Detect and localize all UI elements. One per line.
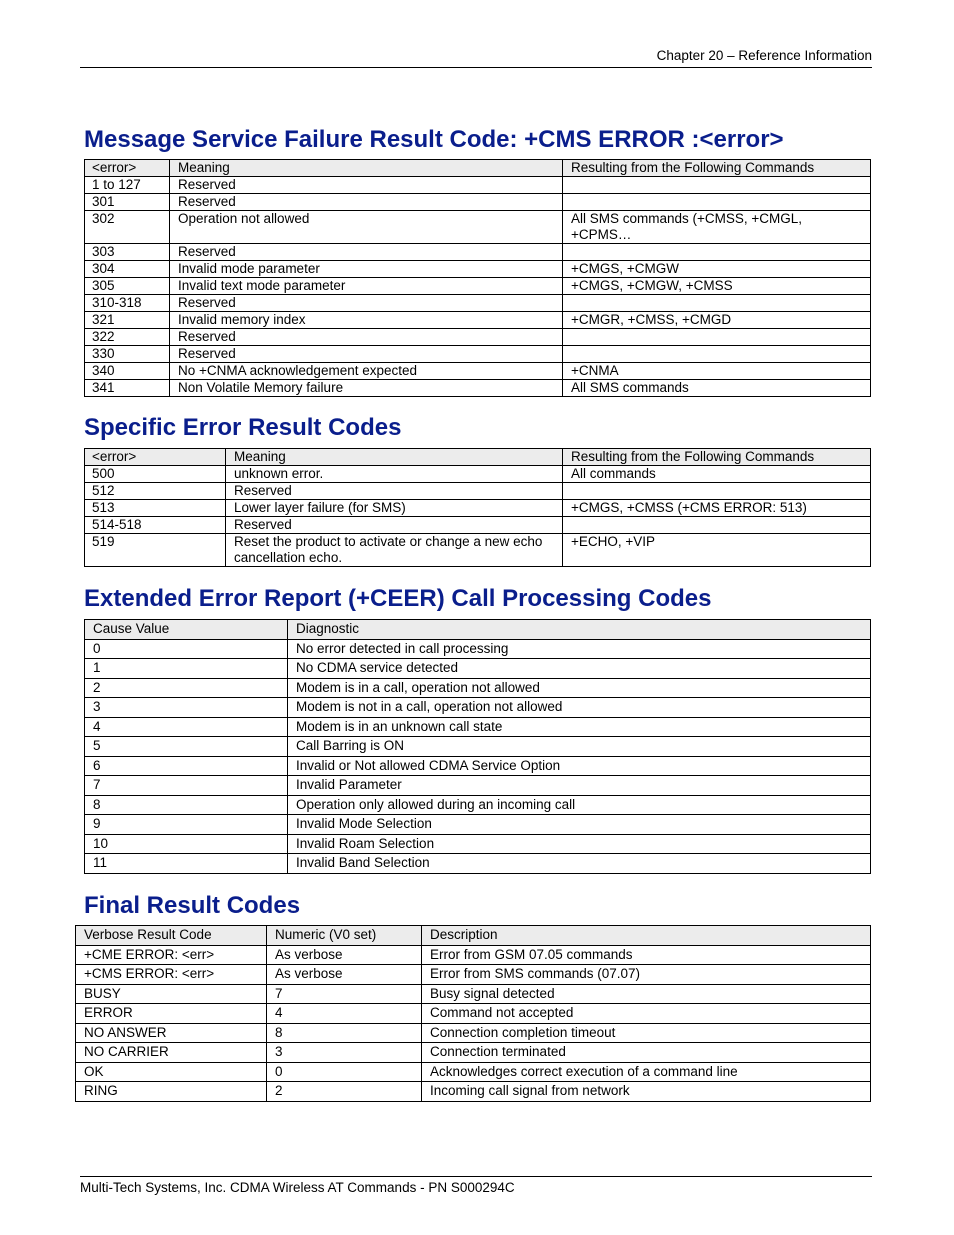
table-cell: ERROR	[76, 1004, 267, 1024]
table-row	[85, 295, 871, 312]
ceer-table	[84, 619, 871, 874]
table-cell: Incoming call signal from network	[422, 1082, 871, 1102]
table-cell: No +CNMA acknowledgement expected	[170, 363, 563, 380]
table-header-row	[85, 160, 871, 177]
table-row	[76, 984, 871, 1004]
table-cell: Reserved	[170, 295, 563, 312]
table-cell: Invalid text mode parameter	[170, 278, 563, 295]
table-cell: 514-518	[85, 517, 226, 534]
running-header: Chapter 20 – Reference Information	[80, 47, 872, 68]
table-cell: 330	[85, 346, 170, 363]
table-cell: Error from GSM 07.05 commands	[422, 945, 871, 965]
table-cell: 1	[85, 659, 288, 679]
table-cell: Reserved	[170, 244, 563, 261]
table-cell: NO ANSWER	[76, 1023, 267, 1043]
table-cell: Busy signal detected	[422, 984, 871, 1004]
table-row	[76, 1082, 871, 1102]
table-cell: Reset the product to activate or change a new echo cancellation echo.	[226, 534, 563, 567]
table-row	[85, 756, 871, 776]
table-cell: 3	[85, 698, 288, 718]
table-cell: 10	[85, 834, 288, 854]
table-row	[76, 1004, 871, 1024]
table-cell: 9	[85, 815, 288, 835]
table-cell: 1 to 127	[85, 177, 170, 194]
table-row	[85, 834, 871, 854]
table-row	[85, 659, 871, 679]
table-cell: +ECHO, +VIP	[563, 534, 871, 567]
table-cell: +CMGR, +CMSS, +CMGD	[563, 312, 871, 329]
table-cell: 519	[85, 534, 226, 567]
column-header: Cause Value	[85, 620, 288, 640]
table-cell: 303	[85, 244, 170, 261]
table-row	[76, 1043, 871, 1063]
table-cell: 3	[267, 1043, 422, 1063]
table-row	[85, 194, 871, 211]
table-cell: Reserved	[170, 177, 563, 194]
table-cell: NO CARRIER	[76, 1043, 267, 1063]
table-cell: 6	[85, 756, 288, 776]
column-header: <error>	[85, 449, 226, 466]
table-cell: Acknowledges correct execution of a command line	[422, 1062, 871, 1082]
table-cell: 512	[85, 483, 226, 500]
table-cell: 302	[85, 211, 170, 244]
table-cell: 8	[85, 795, 288, 815]
table-cell: Non Volatile Memory failure	[170, 380, 563, 397]
table-cell: 500	[85, 466, 226, 483]
table-cell: 8	[267, 1023, 422, 1043]
table-cell: 513	[85, 500, 226, 517]
table-cell: Connection completion timeout	[422, 1023, 871, 1043]
table-cell: Reserved	[226, 483, 563, 500]
table-header-row	[85, 620, 871, 640]
table-cell: 305	[85, 278, 170, 295]
table-cell: Reserved	[170, 329, 563, 346]
column-header: Numeric (V0 set)	[267, 926, 422, 946]
table-cell: 341	[85, 380, 170, 397]
final-result-table	[75, 925, 871, 1102]
table-cell: +CME ERROR: <err>	[76, 945, 267, 965]
table-row	[76, 1062, 871, 1082]
section-title-ceer: Extended Error Report (+CEER) Call Processing Codes	[84, 585, 712, 612]
table-cell: 7	[267, 984, 422, 1004]
table-row	[76, 1023, 871, 1043]
table-row	[85, 466, 871, 483]
table-cell: unknown error.	[226, 466, 563, 483]
table-cell: 4	[85, 717, 288, 737]
specific-error-table	[84, 448, 871, 567]
table-cell: +CNMA	[563, 363, 871, 380]
table-header-row	[76, 926, 871, 946]
table-row	[85, 312, 871, 329]
table-cell: Command not accepted	[422, 1004, 871, 1024]
table-row	[85, 346, 871, 363]
table-row	[85, 534, 871, 567]
table-row	[85, 278, 871, 295]
table-row	[85, 500, 871, 517]
table-cell: Connection terminated	[422, 1043, 871, 1063]
table-row	[85, 483, 871, 500]
table-cell: 7	[85, 776, 288, 796]
table-cell: Modem is not in a call, operation not allowed	[288, 698, 871, 718]
table-cell: +CMGS, +CMGW, +CMSS	[563, 278, 871, 295]
table-cell: 304	[85, 261, 170, 278]
table-cell	[563, 244, 871, 261]
table-cell: 2	[267, 1082, 422, 1102]
table-row	[85, 261, 871, 278]
table-cell: 2	[85, 678, 288, 698]
table-cell: 11	[85, 854, 288, 874]
table-row	[85, 329, 871, 346]
table-cell: All commands	[563, 466, 871, 483]
table-cell: 321	[85, 312, 170, 329]
table-cell: 0	[267, 1062, 422, 1082]
column-header: Meaning	[170, 160, 563, 177]
table-row	[85, 815, 871, 835]
table-cell: 301	[85, 194, 170, 211]
column-header: <error>	[85, 160, 170, 177]
table-row	[85, 854, 871, 874]
table-row	[85, 678, 871, 698]
column-header: Verbose Result Code	[76, 926, 267, 946]
table-cell: Modem is in an unknown call state	[288, 717, 871, 737]
table-cell: Invalid mode parameter	[170, 261, 563, 278]
table-cell: Invalid memory index	[170, 312, 563, 329]
column-header: Meaning	[226, 449, 563, 466]
table-row	[76, 945, 871, 965]
table-cell	[563, 295, 871, 312]
table-cell: All SMS commands	[563, 380, 871, 397]
table-cell: All SMS commands (+CMSS, +CMGL, +CPMS…	[563, 211, 871, 244]
table-row	[85, 380, 871, 397]
table-cell	[563, 517, 871, 534]
table-cell: Reserved	[226, 517, 563, 534]
table-row	[85, 698, 871, 718]
table-cell: +CMS ERROR: <err>	[76, 965, 267, 985]
column-header: Resulting from the Following Commands	[563, 449, 871, 466]
table-row	[85, 776, 871, 796]
table-cell: +CMGS, +CMSS (+CMS ERROR: 513)	[563, 500, 871, 517]
table-cell	[563, 194, 871, 211]
table-cell: Reserved	[170, 346, 563, 363]
table-cell: Invalid Parameter	[288, 776, 871, 796]
table-row	[85, 363, 871, 380]
table-cell: Invalid Band Selection	[288, 854, 871, 874]
table-cell	[563, 177, 871, 194]
table-cell: Invalid Roam Selection	[288, 834, 871, 854]
table-cell: 5	[85, 737, 288, 757]
table-cell: 310-318	[85, 295, 170, 312]
table-cell: No CDMA service detected	[288, 659, 871, 679]
table-cell: Invalid or Not allowed CDMA Service Option	[288, 756, 871, 776]
cms-error-table	[84, 159, 871, 397]
table-row	[85, 517, 871, 534]
table-row	[85, 211, 871, 244]
table-cell: +CMGS, +CMGW	[563, 261, 871, 278]
table-cell: Invalid Mode Selection	[288, 815, 871, 835]
column-header: Description	[422, 926, 871, 946]
table-cell: RING	[76, 1082, 267, 1102]
table-cell: As verbose	[267, 945, 422, 965]
table-row	[85, 177, 871, 194]
table-cell: 4	[267, 1004, 422, 1024]
running-footer: Multi-Tech Systems, Inc. CDMA Wireless AT Commands - PN S000294C	[80, 1176, 872, 1195]
table-row	[85, 717, 871, 737]
table-header-row	[85, 449, 871, 466]
table-cell: 322	[85, 329, 170, 346]
table-row	[85, 639, 871, 659]
section-title-specific-error: Specific Error Result Codes	[84, 414, 402, 441]
table-cell: 340	[85, 363, 170, 380]
table-cell: No error detected in call processing	[288, 639, 871, 659]
table-cell: As verbose	[267, 965, 422, 985]
table-cell: OK	[76, 1062, 267, 1082]
table-cell: Call Barring is ON	[288, 737, 871, 757]
table-row	[85, 737, 871, 757]
table-row	[76, 965, 871, 985]
table-cell: Error from SMS commands (07.07)	[422, 965, 871, 985]
table-cell	[563, 329, 871, 346]
table-row	[85, 244, 871, 261]
section-title-final-result: Final Result Codes	[84, 892, 301, 919]
table-cell: Reserved	[170, 194, 563, 211]
table-cell: Modem is in a call, operation not allowed	[288, 678, 871, 698]
section-title-cms-error: Message Service Failure Result Code: +CMS ERROR :<error>	[84, 126, 784, 153]
table-cell: 0	[85, 639, 288, 659]
table-cell	[563, 483, 871, 500]
table-cell: Lower layer failure (for SMS)	[226, 500, 563, 517]
column-header: Diagnostic	[288, 620, 871, 640]
table-cell	[563, 346, 871, 363]
table-row	[85, 795, 871, 815]
table-cell: Operation only allowed during an incoming call	[288, 795, 871, 815]
table-cell: Operation not allowed	[170, 211, 563, 244]
column-header: Resulting from the Following Commands	[563, 160, 871, 177]
table-cell: BUSY	[76, 984, 267, 1004]
